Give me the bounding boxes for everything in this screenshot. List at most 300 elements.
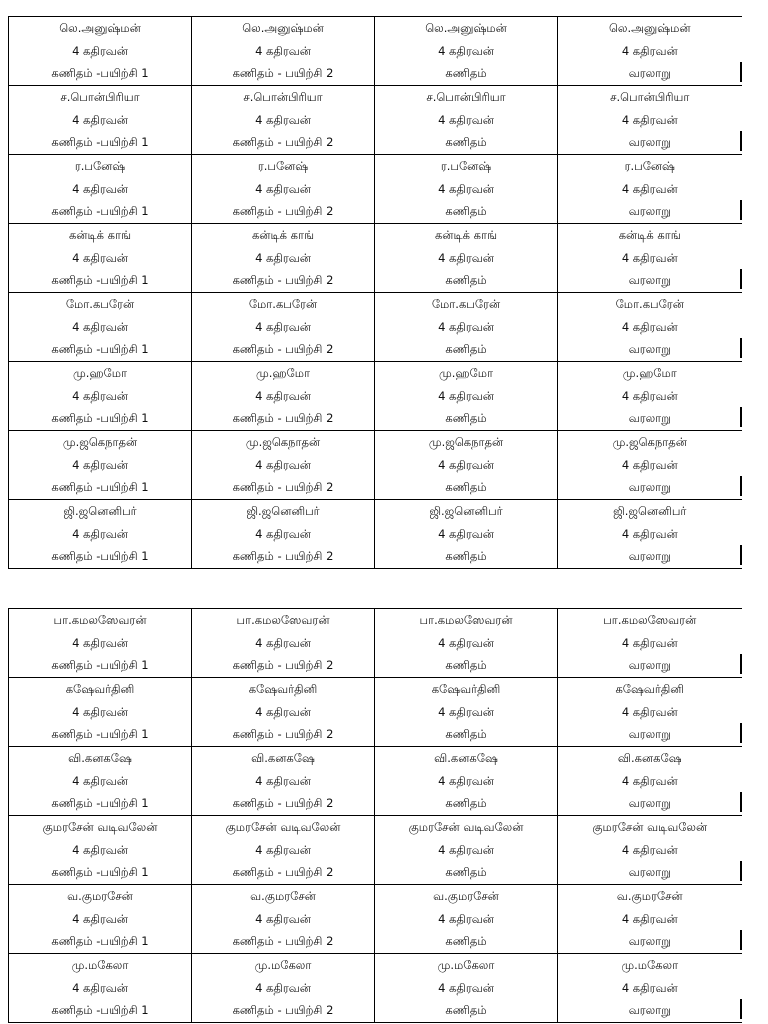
student-name: பா.கமலஸேவரன் bbox=[236, 613, 330, 627]
subject-name: கணிதம் - பயிற்சி 2 bbox=[232, 342, 334, 357]
label-cell bbox=[558, 224, 742, 293]
label-card bbox=[375, 17, 557, 85]
class-name: 4 கதிரவன் bbox=[255, 43, 311, 58]
label-cell bbox=[9, 954, 192, 1023]
subject-name: கணிதம் - பயிற்சி 2 bbox=[232, 204, 334, 219]
label-cell bbox=[375, 431, 558, 500]
subject-name: கணிதம் - பயிற்சி 2 bbox=[232, 865, 334, 880]
class-name: 4 கதிரவன் bbox=[255, 319, 311, 334]
student-name: மோ.கபரேன் bbox=[615, 297, 684, 311]
subject-name: கணிதம் -பயிற்சி 1 bbox=[51, 727, 149, 742]
student-name: பா.கமலஸேவரன் bbox=[53, 613, 147, 627]
label-card bbox=[9, 500, 191, 568]
cut-mark bbox=[740, 930, 742, 950]
class-name: 4 கதிரவன் bbox=[438, 457, 494, 472]
label-cell bbox=[375, 609, 558, 678]
subject-name: வரலாறு bbox=[628, 204, 671, 219]
class-name: 4 கதிரவன் bbox=[438, 842, 494, 857]
label-cell bbox=[375, 86, 558, 155]
class-name: 4 கதிரவன் bbox=[72, 43, 128, 58]
student-name: கஷேவர்தினி bbox=[615, 682, 685, 696]
class-name: 4 கதிரவன் bbox=[72, 388, 128, 403]
label-cell bbox=[558, 155, 742, 224]
student-name: ஜி.ஜனெனிபர் bbox=[63, 504, 137, 518]
label-row bbox=[9, 431, 742, 500]
subject-name: கணிதம் bbox=[445, 204, 487, 219]
class-name: 4 கதிரவன் bbox=[438, 250, 494, 265]
subject-name: கணிதம் bbox=[445, 658, 487, 673]
label-cell bbox=[375, 500, 558, 569]
subject-name: வரலாறு bbox=[628, 727, 671, 742]
cut-mark bbox=[740, 269, 742, 289]
class-name: 4 கதிரவன் bbox=[72, 704, 128, 719]
subject-name: வரலாறு bbox=[628, 796, 671, 811]
class-name: 4 கதிரவன் bbox=[255, 388, 311, 403]
class-name: 4 கதிரவன் bbox=[438, 43, 494, 58]
label-sheet-body bbox=[9, 609, 742, 1023]
cut-mark bbox=[740, 62, 742, 82]
class-name: 4 கதிரவன் bbox=[438, 773, 494, 788]
label-cell bbox=[375, 954, 558, 1023]
label-row bbox=[9, 155, 742, 224]
label-cell bbox=[192, 431, 375, 500]
label-card bbox=[558, 17, 742, 85]
student-name: மு.ஹமோ bbox=[256, 366, 310, 380]
subject-name: கணிதம் - பயிற்சி 2 bbox=[232, 411, 334, 426]
label-cell bbox=[375, 747, 558, 816]
student-name: மோ.கபரேன் bbox=[431, 297, 501, 311]
label-cell bbox=[558, 609, 742, 678]
student-name: குமரசேன் வடிவலேன் bbox=[225, 820, 341, 834]
subject-name: கணிதம் - பயிற்சி 2 bbox=[232, 66, 334, 81]
label-card bbox=[558, 86, 742, 154]
subject-name: கணிதம் - பயிற்சி 2 bbox=[232, 727, 334, 742]
label-row bbox=[9, 86, 742, 155]
subject-name: வரலாறு bbox=[628, 273, 671, 288]
student-name: மு.ஹமோ bbox=[73, 366, 127, 380]
label-cell bbox=[558, 431, 742, 500]
student-name: ர.பனேஷ் bbox=[624, 159, 675, 173]
class-name: 4 கதிரவன் bbox=[255, 635, 311, 650]
cut-mark bbox=[740, 407, 742, 427]
subject-name: கணிதம் bbox=[445, 796, 487, 811]
label-sheet-section-1 bbox=[8, 16, 742, 569]
class-name: 4 கதிரவன் bbox=[72, 457, 128, 472]
subject-name: வரலாறு bbox=[628, 934, 671, 949]
class-name: 4 கதிரவன் bbox=[72, 250, 128, 265]
class-name: 4 கதிரவன் bbox=[438, 980, 494, 995]
label-cell bbox=[375, 17, 558, 86]
label-card bbox=[375, 86, 557, 154]
label-card bbox=[375, 293, 557, 361]
student-name: வி.கனகஷே bbox=[617, 751, 682, 765]
label-card bbox=[192, 155, 374, 223]
student-name: லெ.அனுஷ்மன் bbox=[59, 21, 141, 35]
label-cell bbox=[375, 155, 558, 224]
label-sheet-section-2 bbox=[8, 608, 742, 1023]
label-cell bbox=[9, 885, 192, 954]
label-cell bbox=[558, 678, 742, 747]
student-name: கன்டிக் காங் bbox=[68, 228, 132, 242]
cut-mark bbox=[740, 999, 742, 1019]
cut-mark bbox=[740, 338, 742, 358]
label-cell bbox=[9, 747, 192, 816]
label-cell bbox=[192, 155, 375, 224]
subject-name: வரலாறு bbox=[628, 66, 671, 81]
label-card bbox=[9, 816, 191, 884]
class-name: 4 கதிரவன் bbox=[255, 457, 311, 472]
subject-name: கணிதம் -பயிற்சி 1 bbox=[51, 135, 149, 150]
student-name: லெ.அனுஷ்மன் bbox=[242, 21, 324, 35]
student-name: மு.ஜகெநாதன் bbox=[245, 435, 321, 449]
label-card bbox=[9, 224, 191, 292]
student-name: வ.குமரசேன் bbox=[616, 889, 683, 903]
student-name: பா.கமலஸேவரன் bbox=[419, 613, 513, 627]
subject-name: கணிதம் -பயிற்சி 1 bbox=[51, 865, 149, 880]
label-cell bbox=[558, 747, 742, 816]
student-name: மு.மகேலா bbox=[621, 958, 679, 972]
label-cell bbox=[375, 885, 558, 954]
student-name: ர.பனேஷ் bbox=[74, 159, 126, 173]
label-card bbox=[375, 678, 557, 746]
label-cell bbox=[192, 86, 375, 155]
label-cell bbox=[9, 431, 192, 500]
subject-name: வரலாறு bbox=[628, 549, 671, 564]
class-name: 4 கதிரவன் bbox=[72, 319, 128, 334]
cut-mark bbox=[740, 476, 742, 496]
label-cell bbox=[192, 816, 375, 885]
label-card bbox=[558, 885, 742, 953]
label-row bbox=[9, 747, 742, 816]
cut-mark bbox=[740, 792, 742, 812]
label-row bbox=[9, 678, 742, 747]
class-name: 4 கதிரவன் bbox=[621, 388, 678, 403]
class-name: 4 கதிரவன் bbox=[438, 635, 494, 650]
class-name: 4 கதிரவன் bbox=[255, 250, 311, 265]
label-card bbox=[9, 954, 191, 1022]
student-name: ர.பனேஷ் bbox=[440, 159, 492, 173]
label-row bbox=[9, 224, 742, 293]
student-name: ஜி.ஜனெனிபர் bbox=[246, 504, 320, 518]
student-name: குமரசேன் வடிவலேன் bbox=[592, 820, 708, 834]
label-cell bbox=[558, 86, 742, 155]
label-card bbox=[192, 500, 374, 568]
subject-name: கணிதம் -பயிற்சி 1 bbox=[51, 66, 149, 81]
label-card bbox=[375, 609, 557, 677]
subject-name: கணிதம் bbox=[445, 549, 487, 564]
subject-name: கணிதம் bbox=[445, 411, 487, 426]
subject-name: கணிதம் bbox=[445, 727, 487, 742]
class-name: 4 கதிரவன் bbox=[621, 319, 678, 334]
class-name: 4 கதிரவன் bbox=[621, 457, 678, 472]
class-name: 4 கதிரவன் bbox=[255, 112, 311, 127]
label-row bbox=[9, 17, 742, 86]
label-card bbox=[558, 816, 742, 884]
subject-name: கணிதம் bbox=[445, 66, 487, 81]
student-name: மு.ஜகெநாதன் bbox=[62, 435, 138, 449]
label-card bbox=[375, 747, 557, 815]
student-name: வி.கனகஷே bbox=[434, 751, 498, 765]
label-card bbox=[192, 816, 374, 884]
label-card bbox=[558, 155, 742, 223]
subject-name: வரலாறு bbox=[628, 135, 671, 150]
class-name: 4 கதிரவன் bbox=[72, 842, 128, 857]
subject-name: கணிதம் -பயிற்சி 1 bbox=[51, 549, 149, 564]
class-name: 4 கதிரவன் bbox=[255, 842, 311, 857]
student-name: மு.மகேலா bbox=[254, 958, 312, 972]
subject-name: கணிதம் -பயிற்சி 1 bbox=[51, 273, 149, 288]
cut-mark bbox=[740, 545, 742, 565]
label-card bbox=[558, 609, 742, 677]
student-name: கஷேவர்தினி bbox=[65, 682, 135, 696]
label-row bbox=[9, 362, 742, 431]
label-card bbox=[9, 431, 191, 499]
cut-mark bbox=[740, 200, 742, 220]
student-name: ச.பொன்பிரியா bbox=[243, 90, 323, 104]
class-name: 4 கதிரவன் bbox=[621, 635, 678, 650]
label-cell bbox=[9, 678, 192, 747]
class-name: 4 கதிரவன் bbox=[438, 388, 494, 403]
subject-name: கணிதம் bbox=[445, 342, 487, 357]
cut-mark bbox=[740, 131, 742, 151]
label-card bbox=[192, 293, 374, 361]
class-name: 4 கதிரவன் bbox=[72, 526, 128, 541]
subject-name: கணிதம் -பயிற்சி 1 bbox=[51, 1003, 149, 1018]
subject-name: கணிதம் -பயிற்சி 1 bbox=[51, 796, 149, 811]
label-cell bbox=[192, 224, 375, 293]
subject-name: கணிதம் - பயிற்சி 2 bbox=[232, 796, 334, 811]
class-name: 4 கதிரவன் bbox=[621, 526, 678, 541]
label-cell bbox=[192, 609, 375, 678]
label-cell bbox=[558, 885, 742, 954]
subject-name: கணிதம் -பயிற்சி 1 bbox=[51, 658, 149, 673]
subject-name: கணிதம் -பயிற்சி 1 bbox=[51, 934, 149, 949]
student-name: ச.பொன்பிரியா bbox=[610, 90, 690, 104]
label-card bbox=[558, 747, 742, 815]
label-cell bbox=[192, 17, 375, 86]
label-card bbox=[9, 362, 191, 430]
class-name: 4 கதிரவன் bbox=[621, 112, 678, 127]
subject-name: வரலாறு bbox=[628, 865, 671, 880]
label-card bbox=[192, 362, 374, 430]
subject-name: வரலாறு bbox=[628, 342, 671, 357]
label-card bbox=[375, 362, 557, 430]
label-cell bbox=[558, 816, 742, 885]
label-card bbox=[9, 155, 191, 223]
student-name: லெ.அனுஷ்மன் bbox=[608, 21, 691, 35]
student-name: ர.பனேஷ் bbox=[257, 159, 309, 173]
label-card bbox=[192, 954, 374, 1022]
label-card bbox=[192, 86, 374, 154]
label-card bbox=[9, 885, 191, 953]
student-name: மு.ஜகெநாதன் bbox=[428, 435, 504, 449]
subject-name: கணிதம் bbox=[445, 480, 487, 495]
label-card bbox=[192, 224, 374, 292]
label-cell bbox=[375, 678, 558, 747]
label-card bbox=[192, 885, 374, 953]
label-card bbox=[192, 678, 374, 746]
student-name: வ.குமரசேன் bbox=[250, 889, 316, 903]
class-name: 4 கதிரவன் bbox=[438, 704, 494, 719]
label-cell bbox=[375, 362, 558, 431]
class-name: 4 கதிரவன் bbox=[72, 980, 128, 995]
class-name: 4 கதிரவன் bbox=[72, 635, 128, 650]
student-name: கன்டிக் காங் bbox=[251, 228, 315, 242]
student-name: மு.ஜகெநாதன் bbox=[612, 435, 687, 449]
subject-name: கணிதம் - பயிற்சி 2 bbox=[232, 273, 334, 288]
label-cell bbox=[192, 678, 375, 747]
label-card bbox=[558, 224, 742, 292]
label-sheet-body bbox=[9, 17, 742, 569]
class-name: 4 கதிரவன் bbox=[255, 704, 311, 719]
student-name: வ.குமரசேன் bbox=[67, 889, 133, 903]
label-cell bbox=[9, 293, 192, 362]
class-name: 4 கதிரவன் bbox=[438, 526, 494, 541]
subject-name: வரலாறு bbox=[628, 1003, 671, 1018]
label-row bbox=[9, 954, 742, 1023]
label-cell bbox=[192, 500, 375, 569]
label-card bbox=[9, 678, 191, 746]
label-cell bbox=[558, 293, 742, 362]
class-name: 4 கதிரவன் bbox=[255, 526, 311, 541]
label-cell bbox=[192, 293, 375, 362]
label-card bbox=[9, 747, 191, 815]
label-cell bbox=[558, 362, 742, 431]
class-name: 4 கதிரவன் bbox=[72, 112, 128, 127]
class-name: 4 கதிரவன் bbox=[438, 112, 494, 127]
label-cell bbox=[192, 954, 375, 1023]
label-card bbox=[192, 609, 374, 677]
class-name: 4 கதிரவன் bbox=[621, 911, 678, 926]
label-cell bbox=[192, 885, 375, 954]
student-name: மு.மகேலா bbox=[437, 958, 495, 972]
student-name: கஷேவர்தினி bbox=[431, 682, 501, 696]
label-cell bbox=[192, 747, 375, 816]
label-cell bbox=[558, 17, 742, 86]
cut-mark bbox=[740, 861, 742, 881]
label-cell bbox=[558, 954, 742, 1023]
label-card bbox=[192, 747, 374, 815]
class-name: 4 கதிரவன் bbox=[255, 911, 311, 926]
label-row bbox=[9, 500, 742, 569]
class-name: 4 கதிரவன் bbox=[621, 43, 678, 58]
class-name: 4 கதிரவன் bbox=[438, 319, 494, 334]
class-name: 4 கதிரவன் bbox=[255, 181, 311, 196]
student-name: ச.பொன்பிரியா bbox=[426, 90, 506, 104]
label-cell bbox=[375, 224, 558, 293]
subject-name: கணிதம் -பயிற்சி 1 bbox=[51, 411, 149, 426]
class-name: 4 கதிரவன் bbox=[621, 980, 678, 995]
student-name: லெ.அனுஷ்மன் bbox=[425, 21, 507, 35]
label-card bbox=[558, 293, 742, 361]
subject-name: கணிதம் - பயிற்சி 2 bbox=[232, 135, 334, 150]
class-name: 4 கதிரவன் bbox=[621, 250, 678, 265]
label-cell bbox=[9, 609, 192, 678]
label-card bbox=[375, 431, 557, 499]
label-cell bbox=[375, 816, 558, 885]
label-card bbox=[375, 816, 557, 884]
label-cell bbox=[192, 362, 375, 431]
label-card bbox=[558, 500, 742, 568]
subject-name: கணிதம் -பயிற்சி 1 bbox=[51, 204, 149, 219]
label-cell bbox=[9, 224, 192, 293]
label-card bbox=[192, 17, 374, 85]
label-card bbox=[9, 609, 191, 677]
student-name: குமரசேன் வடிவலேன் bbox=[408, 820, 524, 834]
class-name: 4 கதிரவன் bbox=[255, 773, 311, 788]
label-cell bbox=[9, 816, 192, 885]
label-card bbox=[375, 885, 557, 953]
student-name: வ.குமரசேன் bbox=[433, 889, 499, 903]
subject-name: வரலாறு bbox=[628, 480, 671, 495]
subject-name: கணிதம் bbox=[445, 1003, 487, 1018]
cut-mark bbox=[740, 723, 742, 743]
label-row bbox=[9, 609, 742, 678]
label-card bbox=[375, 954, 557, 1022]
label-card bbox=[192, 431, 374, 499]
subject-name: கணிதம் - பயிற்சி 2 bbox=[232, 934, 334, 949]
student-name: மு.மகேலா bbox=[71, 958, 129, 972]
label-cell bbox=[558, 500, 742, 569]
label-card bbox=[558, 362, 742, 430]
subject-name: கணிதம் bbox=[445, 273, 487, 288]
label-row bbox=[9, 885, 742, 954]
subject-name: கணிதம் - பயிற்சி 2 bbox=[232, 549, 334, 564]
label-card bbox=[375, 155, 557, 223]
label-row bbox=[9, 816, 742, 885]
subject-name: கணிதம் -பயிற்சி 1 bbox=[51, 480, 149, 495]
label-card bbox=[9, 17, 191, 85]
subject-name: கணிதம் - பயிற்சி 2 bbox=[232, 658, 334, 673]
student-name: வி.கனகஷே bbox=[68, 751, 132, 765]
class-name: 4 கதிரவன் bbox=[621, 181, 678, 196]
student-name: மோ.கபரேன் bbox=[248, 297, 318, 311]
student-name: கன்டிக் காங் bbox=[618, 228, 681, 242]
label-card bbox=[558, 678, 742, 746]
label-card bbox=[375, 500, 557, 568]
student-name: குமரசேன் வடிவலேன் bbox=[42, 820, 158, 834]
label-cell bbox=[375, 293, 558, 362]
student-name: கன்டிக் காங் bbox=[434, 228, 498, 242]
subject-name: கணிதம் - பயிற்சி 2 bbox=[232, 480, 334, 495]
label-cell bbox=[9, 362, 192, 431]
label-card bbox=[9, 86, 191, 154]
label-card bbox=[558, 954, 742, 1022]
class-name: 4 கதிரவன் bbox=[621, 773, 678, 788]
class-name: 4 கதிரவன் bbox=[255, 980, 311, 995]
label-card bbox=[558, 431, 742, 499]
label-cell bbox=[9, 155, 192, 224]
cut-mark bbox=[740, 654, 742, 674]
subject-name: வரலாறு bbox=[628, 658, 671, 673]
label-cell bbox=[9, 500, 192, 569]
subject-name: கணிதம் -பயிற்சி 1 bbox=[51, 342, 149, 357]
student-name: கஷேவர்தினி bbox=[248, 682, 318, 696]
label-row bbox=[9, 293, 742, 362]
subject-name: கணிதம் bbox=[445, 934, 487, 949]
subject-name: கணிதம் bbox=[445, 135, 487, 150]
subject-name: கணிதம் bbox=[445, 865, 487, 880]
student-name: மு.ஹமோ bbox=[439, 366, 493, 380]
student-name: ஜி.ஜனெனிபர் bbox=[429, 504, 503, 518]
class-name: 4 கதிரவன் bbox=[621, 704, 678, 719]
subject-name: வரலாறு bbox=[628, 411, 671, 426]
class-name: 4 கதிரவன் bbox=[72, 181, 128, 196]
class-name: 4 கதிரவன் bbox=[72, 773, 128, 788]
subject-name: கணிதம் - பயிற்சி 2 bbox=[232, 1003, 334, 1018]
student-name: வி.கனகஷே bbox=[251, 751, 315, 765]
label-cell bbox=[9, 86, 192, 155]
